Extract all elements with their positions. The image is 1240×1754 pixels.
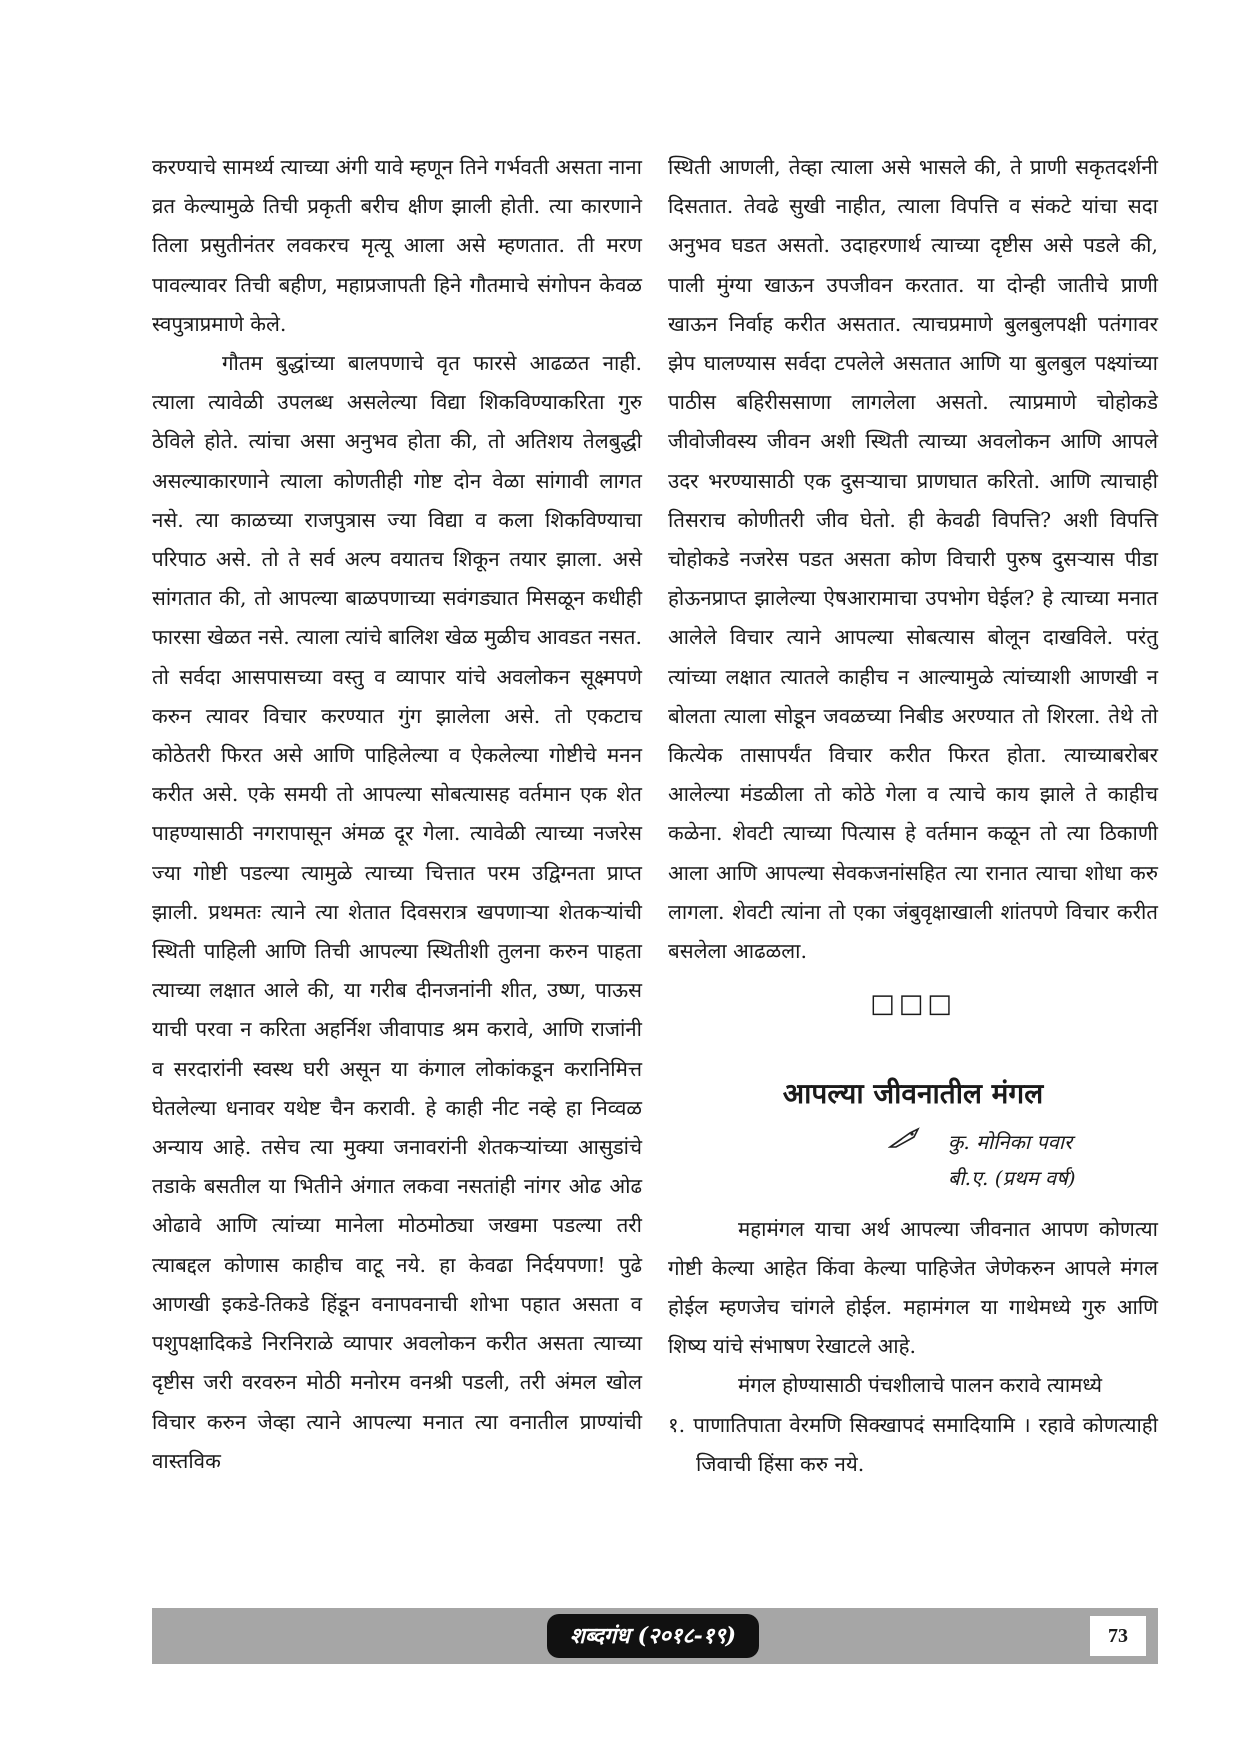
right-column <box>668 148 1158 1484</box>
article-title: आपल्या जीवनातील मंगल <box>782 1077 1044 1111</box>
left-column <box>152 148 642 1481</box>
paragraph: गौतम बुद्धांच्या बालपणाचे वृत फारसे आढळत नाही. त्याला त्यावेळी उपलब्ध असलेल्या विद्या शिकविण्याकरिता गुरु ठेविले होते. त्यांचा असा अनुभव होता की, तो अतिशय तेलबुद्धी असल्याकारणाने त्याला कोणतीही गोष्ट दोन वेळा सांगावी लागत नसे. त्या काळच्या राजपुत्रास ज्या विद्या व कला शिकविण्याचा परिपाठ असे. तो ते सर्व अल्प वयातच शिकून तयार झाला. असे सांगतात की, तो आपल्या बाळपणाच्या सवंगड्यात मिसळून कधीही फारसा खेळत नसे. त्याला त्यांचे बालिश खेळ मुळीच आवडत नसत. तो सर्वदा आसपासच्या वस्तु व व्यापार यांचे अवलोकन सूक्ष्मपणे करुन त्यावर विचार करण्यात गुंग झालेला असे. तो एकटाच कोठेतरी फिरत असे आणि पाहिलेल्या व ऐकलेल्या गोष्टीचे मनन करीत असे. एके समयी तो आपल्या सोबत्यासह वर्तमान एक शेत पाहण्यासाठी नगरापासून अंमळ दूर गेला. त्यावेळी त्याच्या नजरेस ज्या गोष्टी पडल्या त्यामुळे त्याच्या चित्तात परम उद्विग्नता प्राप्त झाली. प्रथमतः त्याने त्या शेतात दिवसरात्र खपणाऱ्या शेतकऱ्यांची स्थिती पाहिली आणि तिची आपल्या स्थितीशी तुलना करुन पाहता त्याच्या लक्षात आले की, या गरीब दीनजनांनी शीत, उष्ण, पाऊस याची परवा न करिता अहर्निश जीवापाड श्रम करावे, आणि राजांनी व सरदारांनी स्वस्थ घरी असून या कंगाल लोकांकडून करानिमित्त घेतलेल्या धनावर यथेष्ट चैन करावी. हे काही नीट नव्हे हा निव्वळ अन्याय आहे. तसेच त्या मुक्या जनावरांनी शेतकऱ्यांच्या आसुडांचे तडाके बसतील या भितीने अंगात लकवा नसतांही नांगर ओढ ओढ ओढावे आणि त्यांच्या मानेला मोठमोठ्या जखमा पडल्या तरी त्याबद्दल कोणास काहीच वाटू नये. हा केवढा निर्दयपणा! पुढे आणखी इकडे-तिकडे हिंडून वनापवनाची शोभा पहात असता व पशुपक्षादिकडे निरनिराळे व्यापार अवलोकन करीत असता त्याच्या दृष्टीस जरी वरवरुन मोठी मनोरम वनश्री पडली, तरी अंमल खोल विचार करुन जेव्हा त्याने आपल्या मनात त्या वनातील प्राण्यांची वास्तविक <box>152 351 642 1473</box>
list-item: १. पाणातिपाता वेरमणि सिक्खापदं समादियामि । रहावे कोणत्याही जिवाची हिंसा करु नये. <box>668 1412 1158 1476</box>
byline <box>668 1124 1158 1196</box>
pen-nib-icon <box>888 1124 948 1160</box>
paragraph: स्थिती आणली, तेव्हा त्याला असे भासले की, ते प्राणी सकृतदर्शनी दिसतात. तेवढे सुखी नाहीत, त्याला विपत्ति व संकटे यांचा सदा अनुभव घडत असतो. उदाहरणार्थ त्याच्या दृष्टीस असे पडले की, पाली मुंग्या खाऊन उपजीवन करतात. या दोन्ही जातीचे प्राणी खाऊन निर्वाह करीत असतात. त्याचप्रमाणे बुलबुलपक्षी पतंगावर झेप घालण्यास सर्वदा टपलेले असतात आणि या बुलबुल पक्ष्यांच्या पाठीस बहिरीससाणा लागलेला असतो. त्याप्रमाणे चोहोकडे जीवोजीवस्य जीवन अशी स्थिती त्याच्या अवलोकन आणि आपले उदर भरण्यासाठी एक दुसऱ्याचा प्राणघात करितो. आणि त्याचाही तिसराच कोणीतरी जीव घेतो. ही केवढी विपत्ति? अशी विपत्ति चोहोकडे नजरेस पडत असता कोण विचारी पुरुष दुसऱ्यास पीडा होऊनप्राप्त झालेल्या ऐषआरामाचा उपभोग घेईल? हे त्याच्या मनात आलेले विचार त्याने आपल्या सोबत्यास बोलून दाखविले. परंतु त्यांच्या लक्षात त्यातले काहीच न आल्यामुळे त्यांच्याशी आणखी न बोलता त्याला सोडून जवळच्या निबीड अरण्यात तो शिरला. तेथे तो कित्येक तासापर्यंत विचार करीत फिरत होता. त्याच्याबरोबर आलेल्या मंडळीला तो कोठे गेला व त्याचे काय झाले ते काहीच कळेना. शेवटी त्याच्या पित्यास हे वर्तमान कळून तो त्या ठिकाणी आला आणि आपल्या सेवकजनांसहित त्या रानात त्याचा शोधा करु लागला. शेवटी त्यांना तो एका जंबुवृक्षाखाली शांतपणे विचार करीत बसलेला आढळला. <box>668 155 1158 964</box>
author-class: बी.ए. (प्रथम वर्ष) <box>948 1165 1076 1190</box>
paragraph: महामंगल याचा अर्थ आपल्या जीवनात आपण कोणत्या गोष्टी केल्या आहेत किंवा केल्या पाहिजेत जेणेकरुन आपले मंगल होईल म्हणजेच चांगले होईल. महामंगल या गाथेमध्ये गुरु आणि शिष्य यांचे संभाषण रेखाटले आहे. <box>668 1216 1158 1359</box>
page-footer <box>152 1608 1158 1664</box>
page-number: 73 <box>1090 1616 1146 1656</box>
paragraph: मंगल होण्यासाठी पंचशीलाचे पालन करावे त्यामध्ये <box>738 1373 1103 1398</box>
section-separator: □□□ <box>870 989 956 1020</box>
paragraph: करण्याचे सामर्थ्य त्याच्या अंगी यावे म्हणून तिने गर्भवती असता नाना व्रत केल्यामुळे तिची प्रकृती बरीच क्षीण झाली होती. त्या कारणाने तिला प्रसुतीनंतर लवकरच मृत्यू आला असे म्हणतात. ती मरण पावल्यावर तिची बहीण, महाप्रजापती हिने गौतमाचे संगोपन केवळ स्वपुत्राप्रमाणे केले. <box>152 155 642 336</box>
footer-title: शब्दगंध (२०१८-१९) <box>547 1614 759 1658</box>
author-name: कु. मोनिका पवार <box>948 1129 1073 1154</box>
